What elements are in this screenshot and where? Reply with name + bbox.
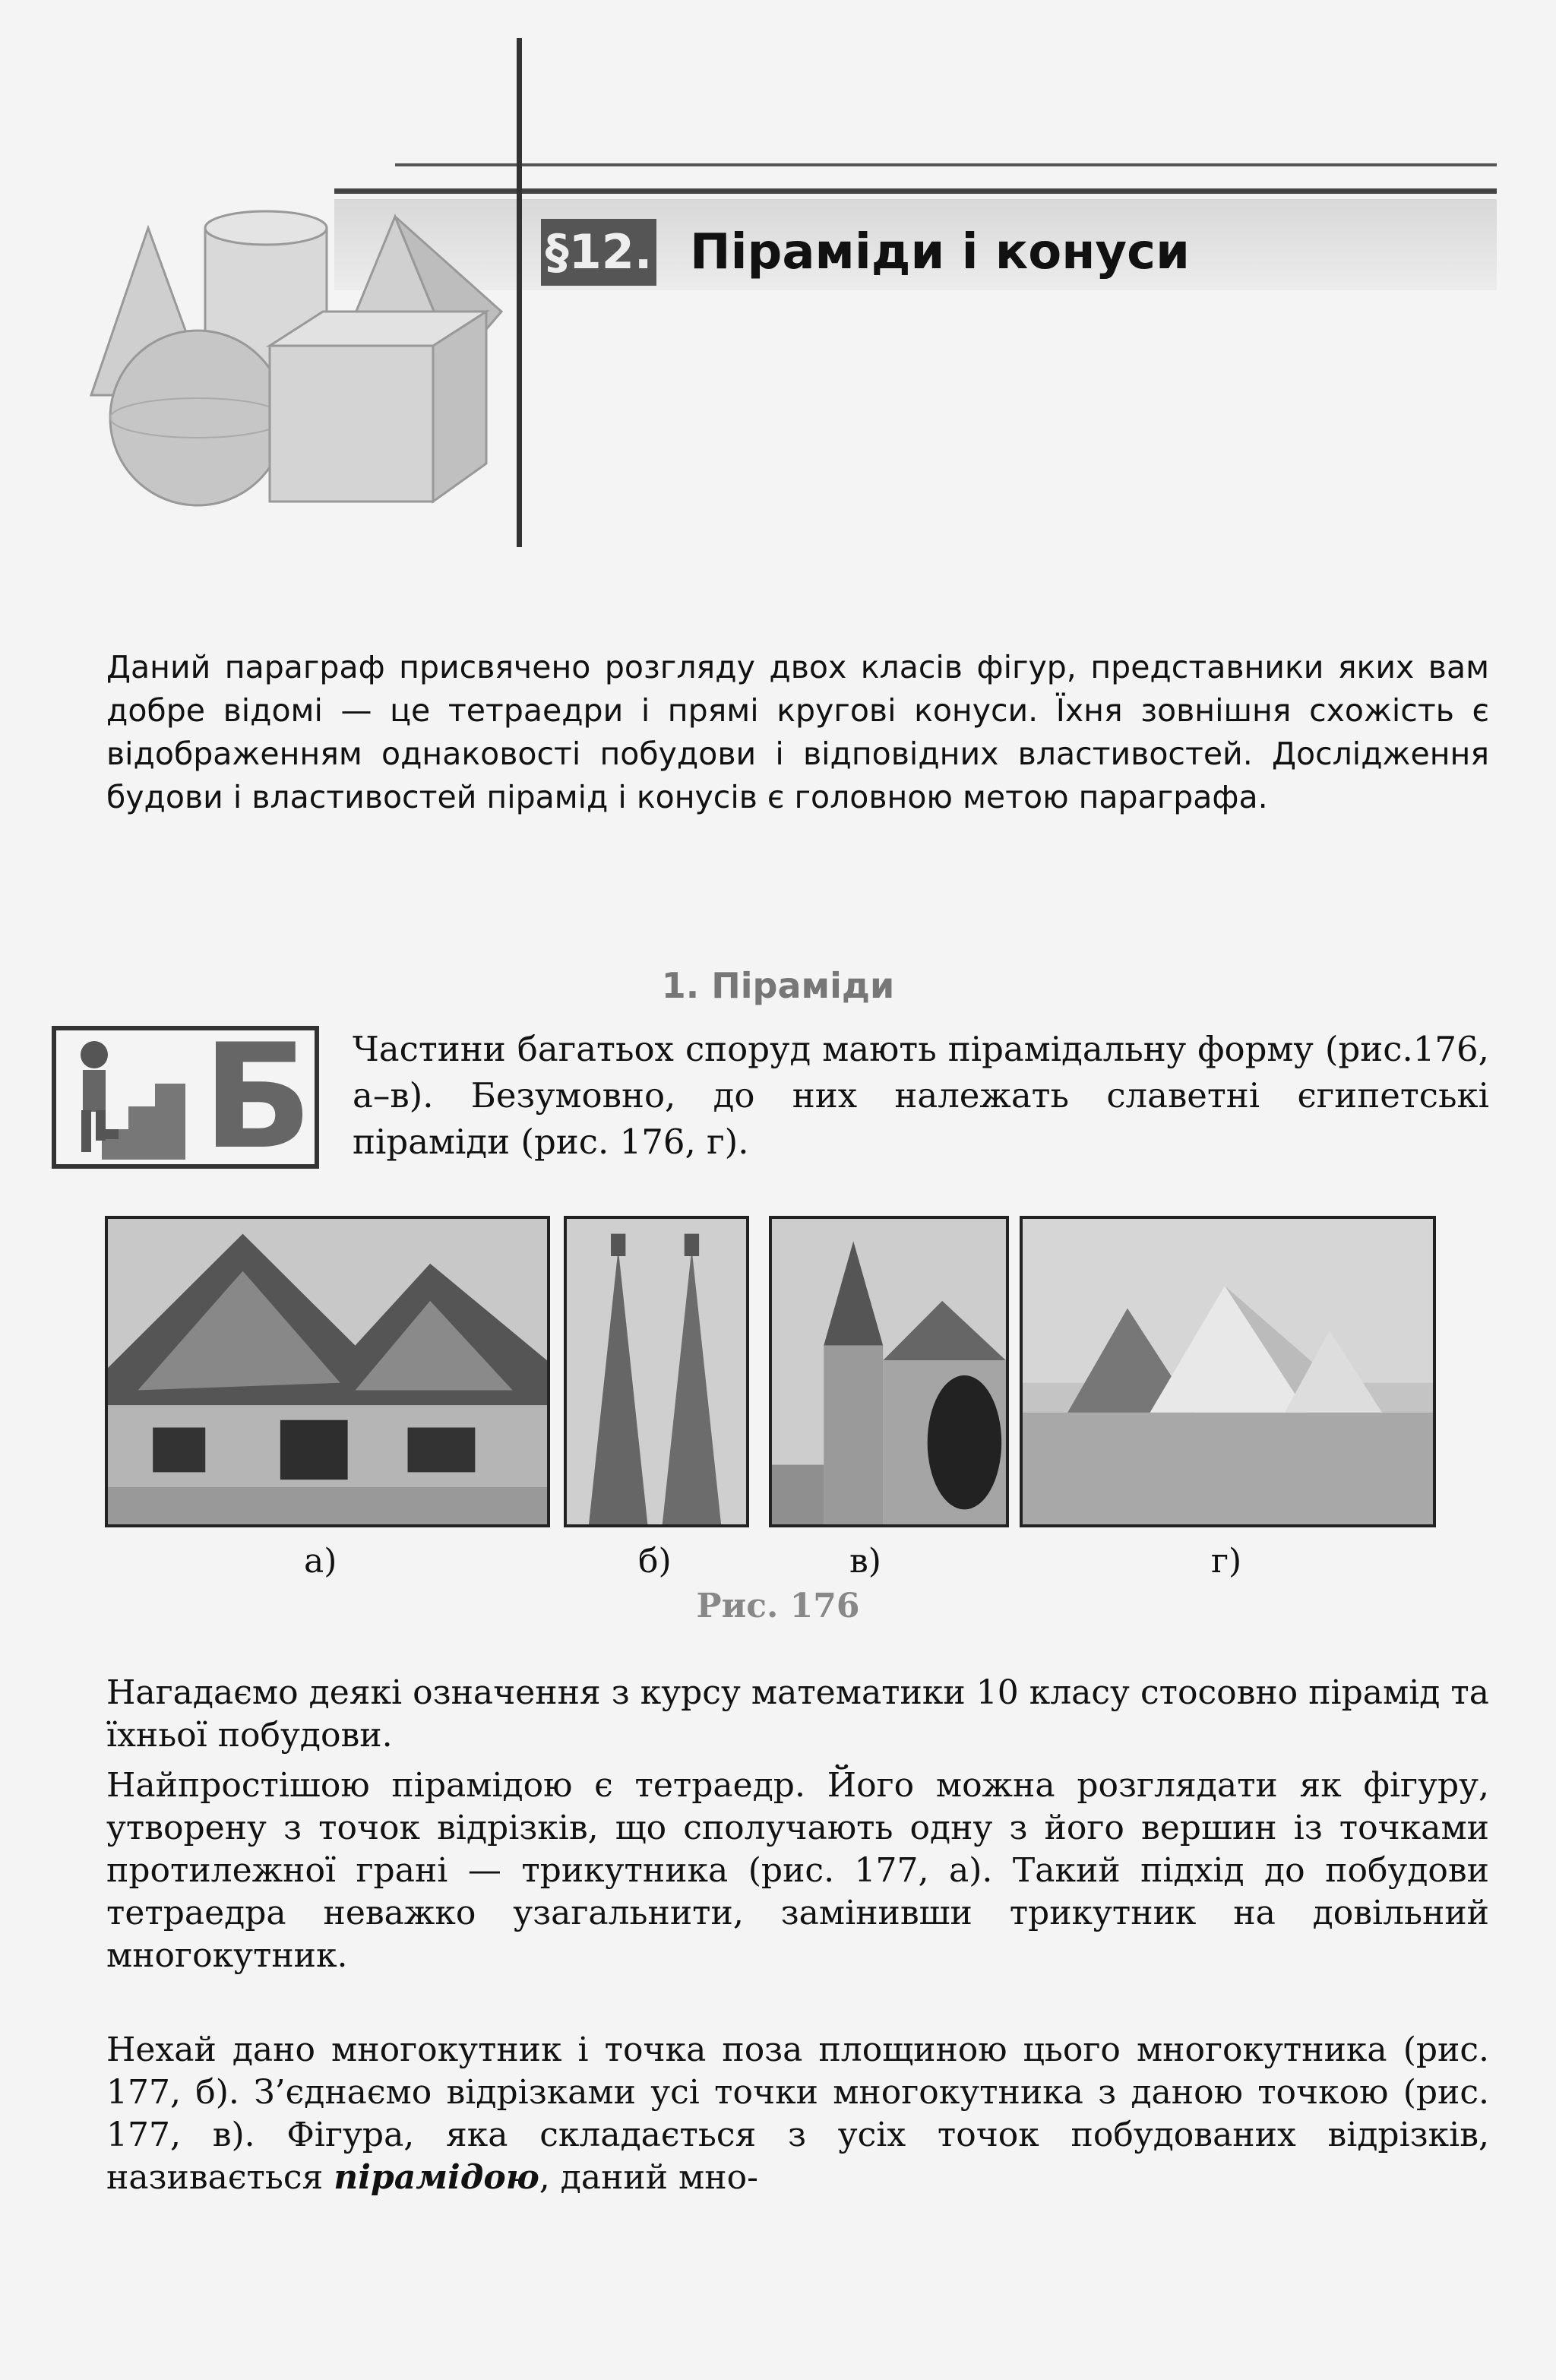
climbing-person-icon	[56, 1030, 201, 1164]
photo-label-a: а)	[304, 1542, 337, 1581]
figure-caption: Рис. 176	[696, 1587, 860, 1625]
header-vertical-rule	[517, 38, 522, 547]
geometric-solids-icon	[76, 198, 517, 517]
pyramids-photo-icon	[1023, 1219, 1433, 1524]
header-rule-thick	[334, 188, 1497, 194]
level-letter: Б	[202, 1013, 313, 1181]
paragraph-3-tail: , даний мно-	[539, 2158, 758, 2197]
photo-label-b: б)	[638, 1542, 672, 1581]
photo-a-house	[105, 1216, 550, 1527]
section-title: Піраміди і конуси	[690, 224, 1190, 280]
section-number-badge: §12.	[541, 219, 656, 286]
photo-d-egyptian-pyramids	[1020, 1216, 1436, 1527]
paragraph-2-text: Найпростішою пірамідою є тетраедр. Його можна розглядати як фігуру, утворену з точок відрізків, що сполучають одну з його вершин із точками протилежної грані — трикутника (рис. 177, а). Такий підхід до побудови тетраедра неважко узагальнити, замінивши трикутник на довільний многокутник.	[106, 1766, 1489, 1975]
towers-photo-icon	[567, 1219, 746, 1524]
intro-paragraph: Даний параграф присвячено розгляду двох класів фігур, представники яких вам добре відомі — це тетраедри і прямі кругові конуси. Їхня зовнішня схожість є відображенням однаковості побудови і відповідних властивостей. Дослідження будови і властивостей пірамід і конусів є головною метою параграфа.	[106, 649, 1489, 815]
lead-paragraph: Частини багатьох споруд мають пірамідальну форму (рис.176, а–в). Безумовно, до них належать славетні єгипетські піраміди (рис. 176, г).	[353, 1029, 1489, 1162]
photo-label-c: в)	[849, 1542, 881, 1581]
geometric-solids-illustration	[76, 198, 517, 517]
church-photo-icon	[772, 1219, 1006, 1524]
photo-label-d: г)	[1211, 1542, 1242, 1581]
house-photo-icon	[108, 1219, 547, 1524]
subsection-heading: 1. Піраміди	[661, 965, 895, 1006]
paragraph-1-text: Нагадаємо деякі означення з курсу математики 10 класу стосовно пірамід та їхньої побудови.	[106, 1673, 1489, 1755]
paragraph-3-text: Нехай дано многокутник і точка поза площиною цього многокутника (рис. 177, б). З’єднаємо відрізками усі точки многокутника з даною точкою (рис. 177, в). Фігура, яка складається з усіх точок побудованих відрізків, називається	[106, 2030, 1489, 2197]
defined-term: пірамідою	[334, 2158, 539, 2197]
photo-b-towers	[564, 1216, 749, 1527]
header-rule-thin	[395, 163, 1497, 166]
paragraph-3	[106, 2029, 1489, 2199]
photo-c-church	[769, 1216, 1009, 1527]
paragraph-1	[106, 1672, 1489, 1757]
level-marker	[52, 1013, 319, 1181]
paragraph-2	[106, 1764, 1489, 1977]
